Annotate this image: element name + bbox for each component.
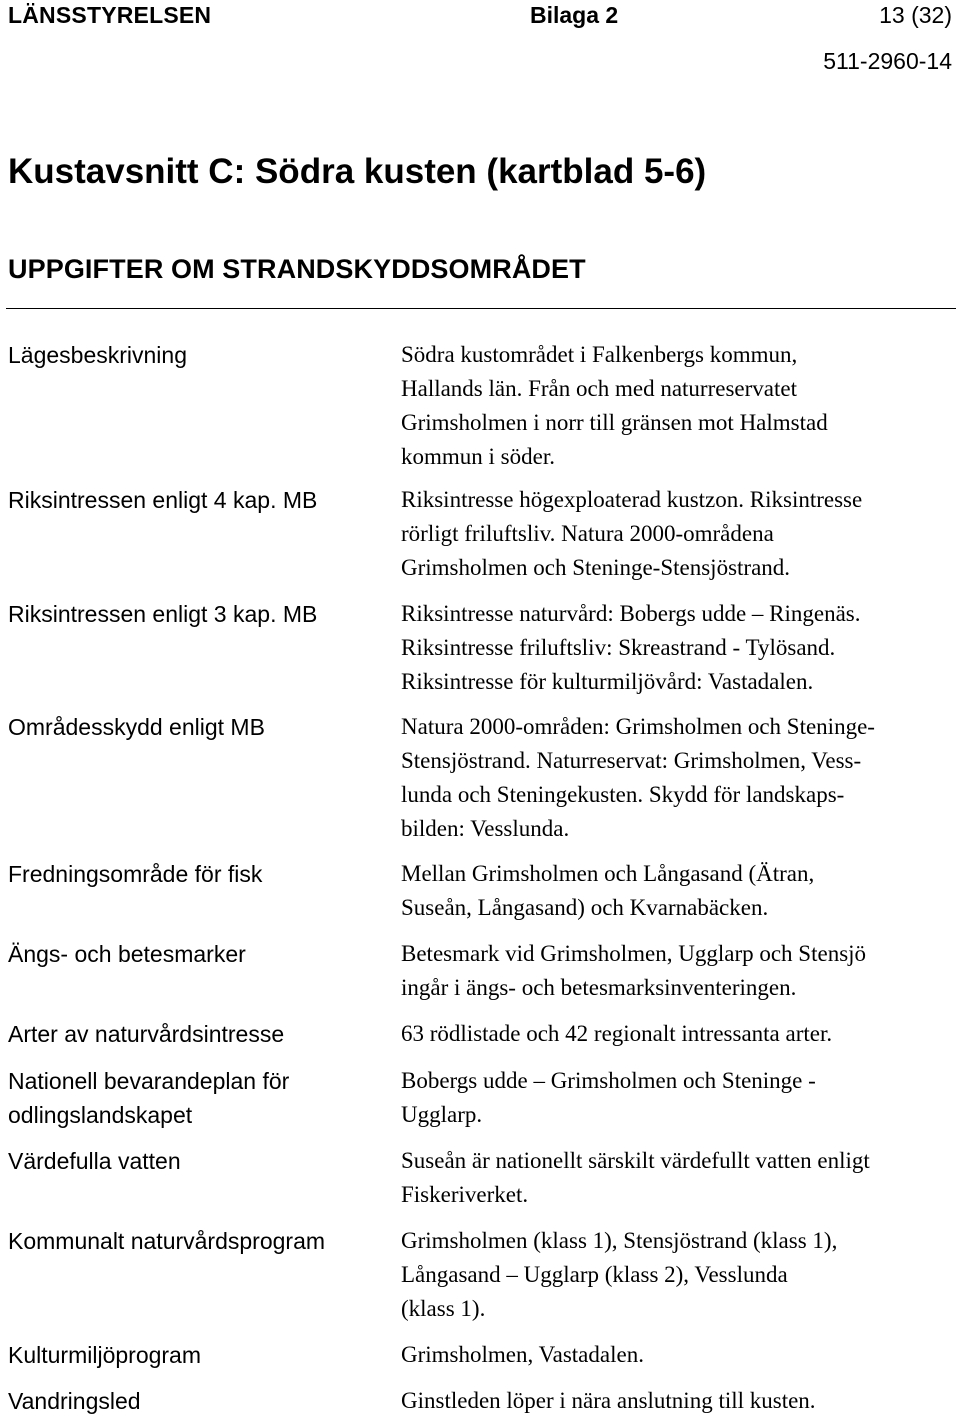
heading-divider — [6, 308, 956, 309]
row-label: Fredningsområde för fisk — [8, 861, 263, 887]
row-value: Natura 2000-områden: Grimsholmen och Steninge- Stensjöstrand. Naturreservat: Grimsholmen, Vess- lunda och Steningekusten. Skydd för landskaps- bilden: Vesslunda. — [401, 714, 875, 841]
row-label: Ängs- och betesmarker — [8, 941, 246, 967]
row-value: 63 rödlistade och 42 regionalt intressanta arter. — [401, 1021, 833, 1046]
row-label: Riksintressen enligt 4 kap. MB — [8, 487, 318, 513]
row-value: Mellan Grimsholmen och Långasand (Ätran, Suseån, Långasand) och Kvarnabäcken. — [401, 861, 815, 920]
row-value: Grimsholmen, Vastadalen. — [401, 1342, 644, 1367]
organization-name: LÄNSSTYRELSEN — [8, 2, 212, 28]
row-label: Värdefulla vatten — [8, 1148, 181, 1174]
row-value: Riksintresse naturvård: Bobergs udde – Ringenäs. Riksintresse friluftsliv: Skreastrand - Tylösand. Riksintresse för kulturmiljövård: Vastadalen. — [401, 601, 861, 694]
row-value: Södra kustområdet i Falkenbergs kommun, Hallands län. Från och med naturreservatet Grimsholmen i norr till gränsen mot Halmstad kommun i söder. — [401, 342, 828, 469]
row-label: Kommunalt naturvårdsprogram — [8, 1228, 326, 1254]
page-title: Kustavsnitt C: Södra kusten (kartblad 5-6) — [8, 152, 707, 191]
row-value: Ginstleden löper i nära anslutning till kusten. — [401, 1388, 816, 1413]
row-label: Lägesbeskrivning — [8, 342, 188, 368]
row-label: Områdesskydd enligt MB — [8, 714, 265, 740]
row-value: Suseån är nationellt särskilt värdefullt vatten enligt Fiskeriverket. — [401, 1148, 870, 1207]
row-label: Nationell bevarandeplan för odlingslandskapet — [8, 1068, 290, 1128]
row-label: Arter av naturvårdsintresse — [8, 1021, 285, 1047]
row-label: Riksintressen enligt 3 kap. MB — [8, 601, 318, 627]
section-heading: UPPGIFTER OM STRANDSKYDDSOMRÅDET — [8, 254, 586, 284]
row-value: Grimsholmen (klass 1), Stensjöstrand (klass 1), Långasand – Ugglarp (klass 2), Vesslunda (klass 1). — [401, 1228, 838, 1321]
page-header — [0, 0, 960, 80]
page-number: 13 (32) — [879, 2, 952, 28]
row-label: Kulturmiljöprogram — [8, 1342, 202, 1368]
row-value: Riksintresse högexploaterad kustzon. Riksintresse rörligt friluftsliv. Natura 2000-områdena Grimsholmen och Steninge-Stensjöstrand. — [401, 487, 863, 580]
row-label: Vandringsled — [8, 1388, 141, 1414]
row-value: Betesmark vid Grimsholmen, Ugglarp och Stensjö ingår i ängs- och betesmarksinventeringen. — [401, 941, 867, 1000]
appendix-label: Bilaga 2 — [530, 2, 619, 28]
row-value: Bobergs udde – Grimsholmen och Steninge - Ugglarp. — [401, 1068, 816, 1127]
document-number: 511-2960-14 — [823, 48, 952, 74]
